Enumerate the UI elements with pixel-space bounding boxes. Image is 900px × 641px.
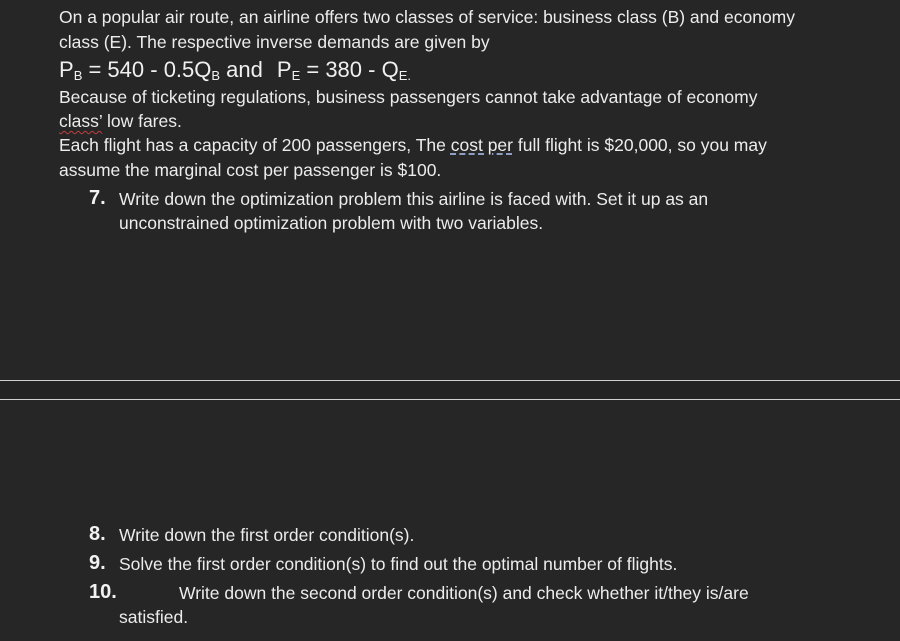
intro-line-4-rest: low fares. [102,111,182,131]
question-7-line-2: unconstrained optimization problem with two variables. [119,213,544,233]
intro-line-5-end: full flight is $20,000, so you may [512,135,767,155]
spellcheck-word[interactable]: class’ [59,111,103,131]
demand-formulas [59,56,411,90]
intro-line-2: class (E). The respective inverse demands are given by [59,32,490,52]
qb-subscript: B [211,68,221,83]
question-7-line-1: Write down the optimization problem this airline is faced with. Set it up as an [119,189,709,209]
qe-subscript: E. [398,68,411,83]
panel-gap [0,381,900,399]
question-10-line-2: satisfied. [119,607,189,627]
intro-line-3: Because of ticketing regulations, business passengers cannot take advantage of economy [59,87,758,107]
intro-line-6: assume the marginal cost per passenger is $100. [59,160,442,180]
pe-subscript: E [291,68,301,83]
pb-subscript: B [73,68,83,83]
intro-line-5-start: Each flight has a capacity of 200 passengers, The [59,135,451,155]
and-word: and [220,57,263,82]
question-10-number: 10. [89,581,117,603]
question-8-number: 8. [89,523,106,545]
grammar-flag-cost-per[interactable]: cost per [450,135,513,155]
pe-equation: = 380 - Q [300,57,399,82]
intro-line-5 [59,134,767,156]
question-10-line-1: Write down the second order condition(s) and check whether it/they is/are [179,583,749,603]
question-9-number: 9. [89,552,106,574]
pb-symbol: P [59,57,74,82]
intro-line-4 [59,110,182,132]
intro-line-1: On a popular air route, an airline offers two classes of service: business class (B) and economy [59,7,795,27]
question-8-line-1: Write down the first order condition(s). [119,525,415,545]
pb-equation: = 540 - 0.5Q [82,57,212,82]
question-7-number: 7. [89,187,106,209]
question-9-line-1: Solve the first order condition(s) to find out the optimal number of flights. [119,554,678,574]
pe-symbol: P [276,57,292,82]
